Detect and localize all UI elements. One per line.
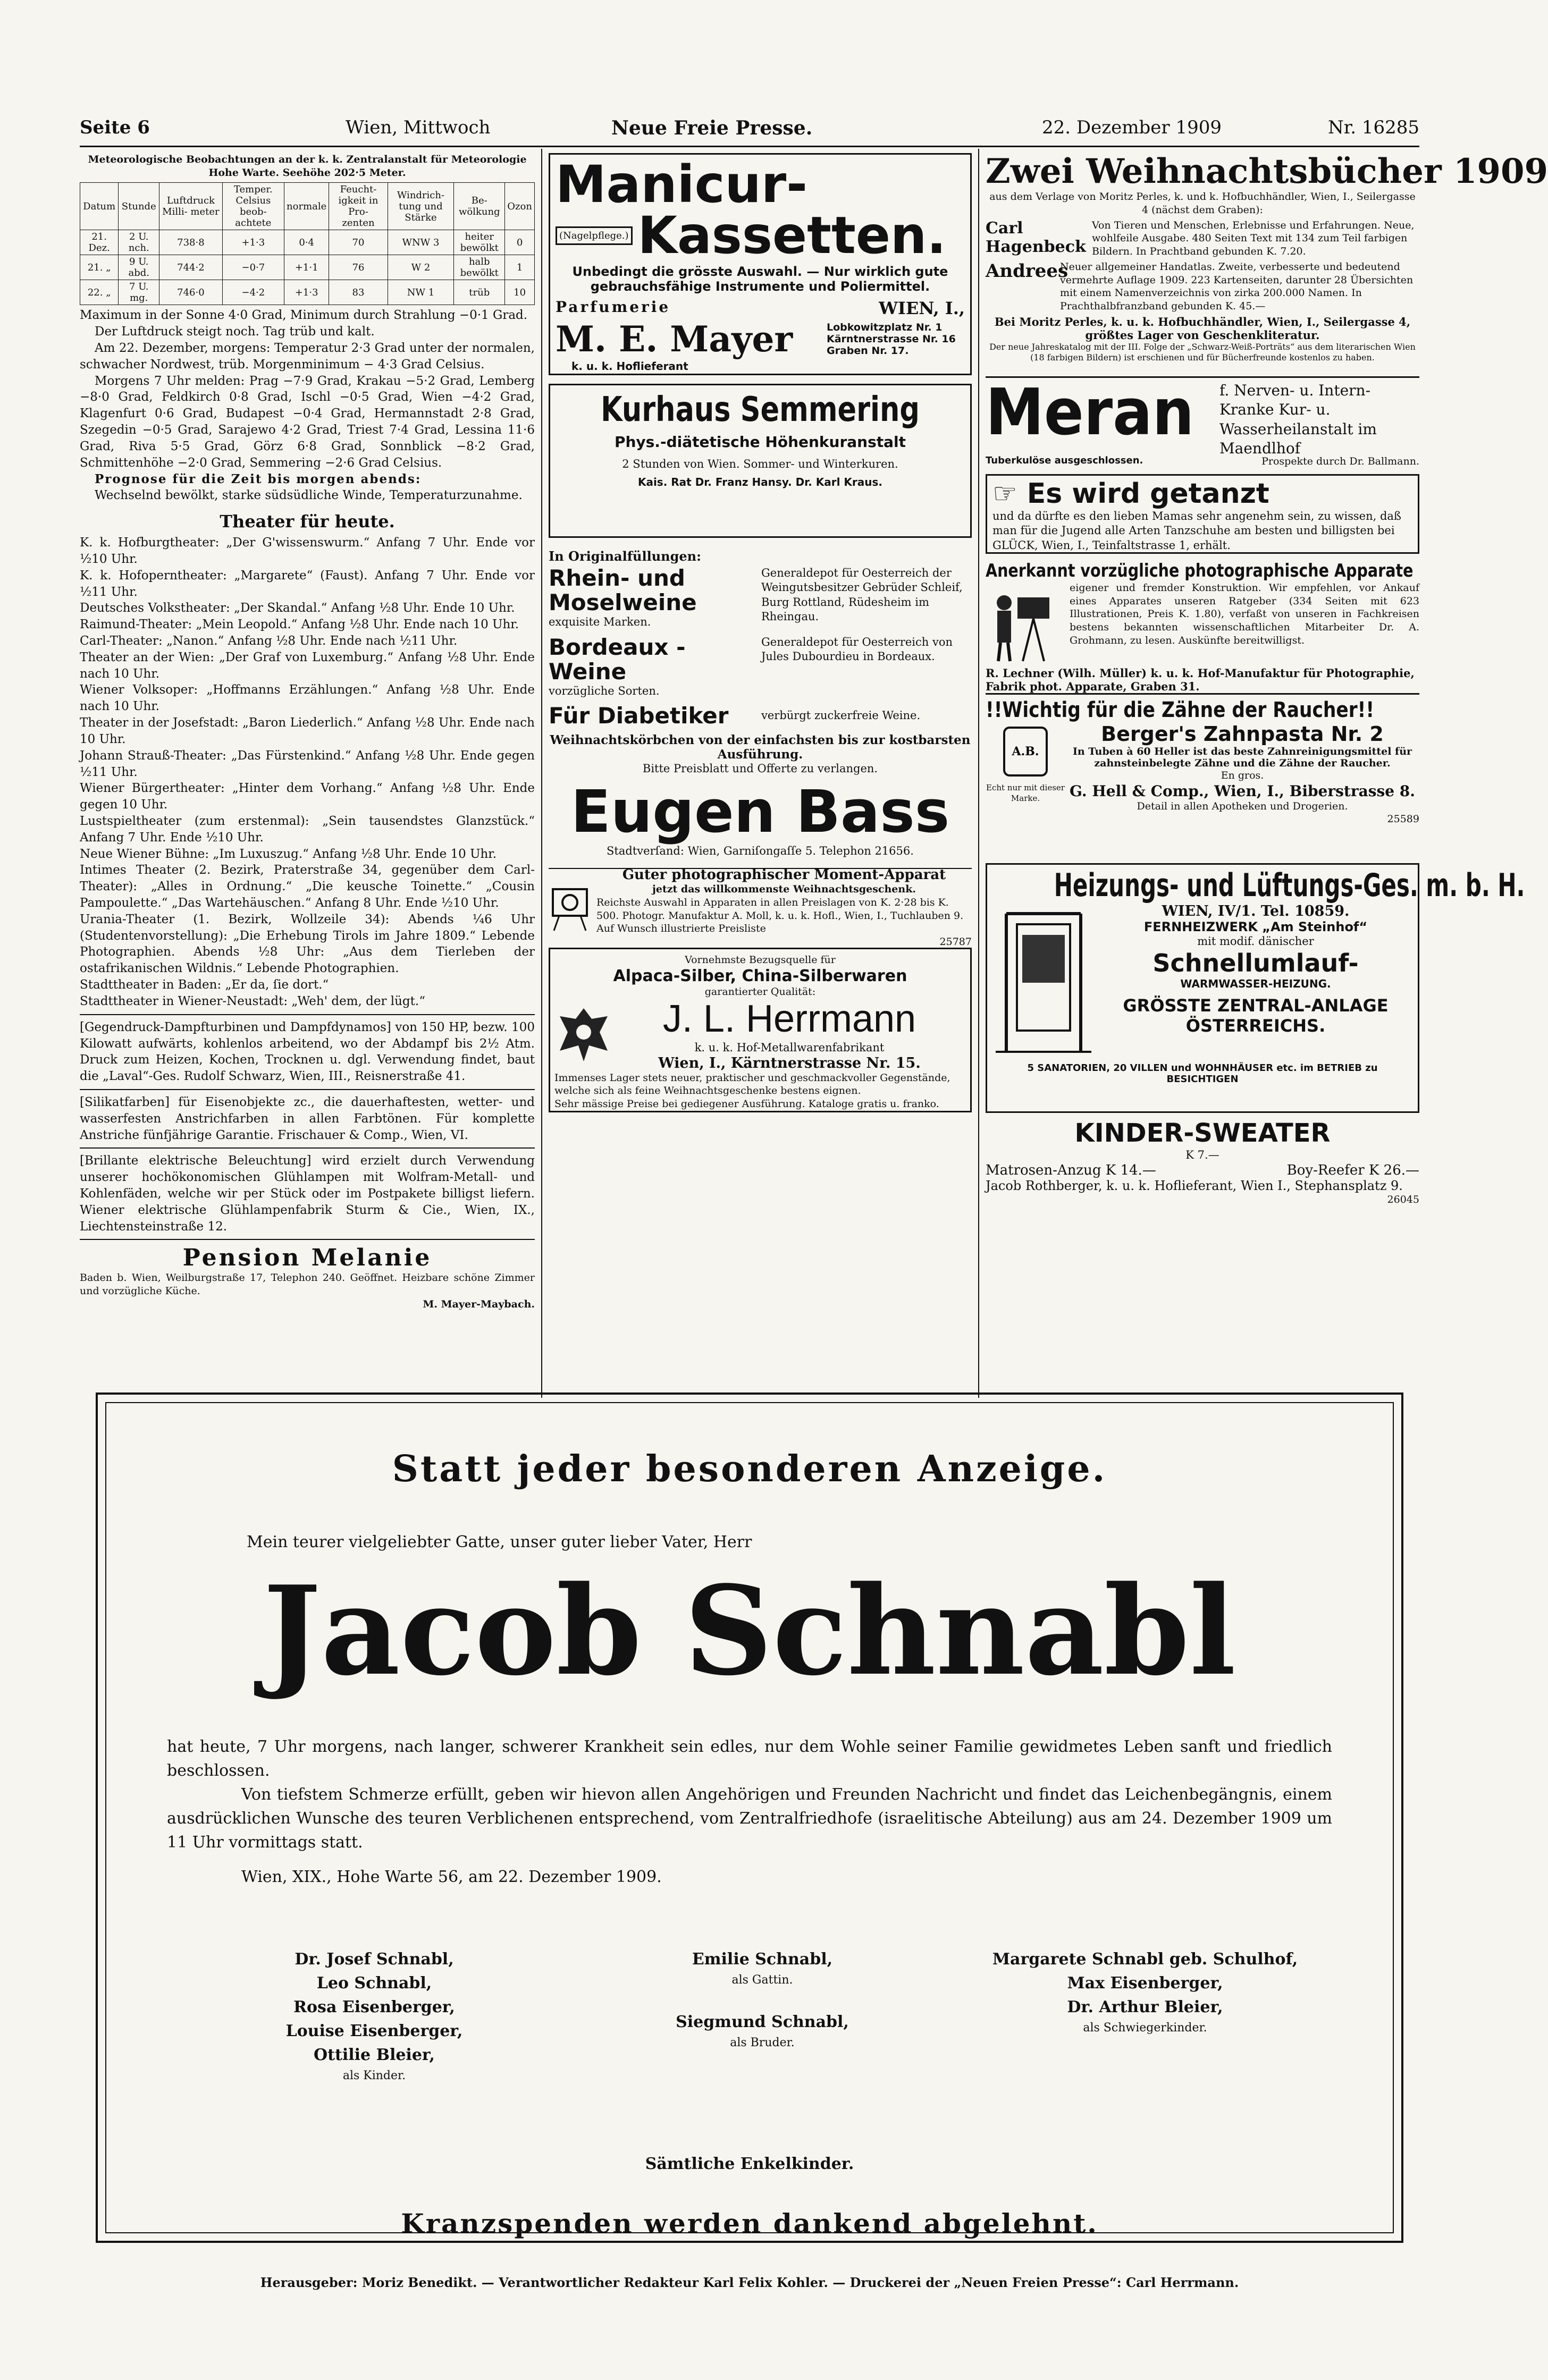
- manicur-address: Lobkowitzplatz Nr. 1 Kärntnerstrasse Nr. 16 Graben Nr. 17.: [827, 322, 956, 357]
- list-item: Deutsches Volkstheater: „Der Skandal.“ Anfang ½8 Uhr. Ende 10 Uhr.: [80, 601, 515, 615]
- middle-column: [549, 153, 972, 1370]
- bass-bitte: Bitte Preisblatt und Offerte zu verlangen.: [642, 762, 878, 775]
- weather-head: Ozon: [505, 183, 535, 230]
- obituary-text-1: hat heute, 7 Uhr morgens, nach langer, schwerer Krankheit sein edles, nur dem Wohle seiner Familie gewidmetes Leben sanft und friedlich beschlossen.: [167, 1737, 1332, 1780]
- lechner-title: Anerkannt vorzügliche photographische Apparate: [986, 560, 1414, 581]
- theater-list: [80, 535, 535, 1010]
- sweater-reefer: Boy-Reefer K 26.—: [1286, 1162, 1419, 1179]
- signatories-children: [215, 1947, 534, 2084]
- signatory-role: als Gattin.: [731, 1973, 793, 1987]
- getanzt-ad: [986, 474, 1419, 554]
- meran-tbc: Tuberkulöse ausgeschlossen.: [986, 455, 1143, 466]
- manicur-company: M. E. Mayer: [556, 318, 793, 360]
- signatory: Leo Schnabl,: [316, 1974, 432, 1993]
- signatory: Rosa Eisenberger,: [293, 1998, 455, 2016]
- issue-number: Nr. 16285: [1327, 117, 1419, 138]
- heizung-ad: [986, 863, 1525, 1113]
- semmering-subtitle: Phys.-diätetische Höhenkuranstalt: [614, 433, 906, 451]
- perles-title: Zwei Weihnachtsbücher 1909: [986, 151, 1548, 191]
- perles-hagenbeck-text: Von Tieren und Menschen, Erlebnisse und Erfahrungen. Neue, wohlfeile Ausgabe. 480 Seiten Text mit 134 zum Teil farbigen Bildern. In Prachtband gebunden K. 7.20.: [1092, 219, 1415, 258]
- list-item: Wiener Bürgertheater: „Hinter dem Vorhang.“ Anfang ½8 Uhr. Ende gegen 10 Uhr.: [80, 781, 535, 812]
- heizung-groesste: GRÖSSTE ZENTRAL-ANLAGE ÖSTERREICHS.: [1123, 995, 1389, 1036]
- weather-head: Feucht- igkeit in Pro- zenten: [329, 183, 388, 230]
- list-item: Carl-Theater: „Nanon.“ Anfang ½8 Uhr. Ende nach ½11 Uhr.: [80, 634, 458, 648]
- hand-mark-icon: [996, 722, 1055, 781]
- weather-head: Be- wölkung: [454, 183, 505, 230]
- perles-andrees: Andrees: [986, 260, 1069, 282]
- list-item: Lustspieltheater (zum erstenmal): „Sein tausendstes Glanzstück.“ Anfang 7 Uhr. Ende ½10 Uhr.: [80, 814, 535, 845]
- herrmann-preise: Sehr mässige Preise bei gediegener Ausführung. Kataloge gratis u. franko.: [554, 1098, 939, 1110]
- sweater-matrosen: Matrosen-Anzug K 14.—: [986, 1162, 1156, 1179]
- herrmann-fab: k. u. k. Hof-Metallwarenfabrikant: [694, 1041, 885, 1054]
- imprint: Herausgeber: Moriz Benedikt. — Verantwortlicher Redakteur Karl Felix Kohler. — Druckerei der „Neuen Freien Presse“: Carl Herrmann.: [260, 2275, 1239, 2290]
- perles-bei: Bei Moritz Perles, k. u. k. Hofbuchhändler, Wien, I., Seilergasse 4, größtes Lager von Geschenkliteratur.: [994, 315, 1411, 342]
- bass-bordeaux-text: Generaldepot für Oesterreich von Jules Dubourdieu in Bordeaux.: [761, 635, 953, 663]
- bass-bordeaux: Bordeaux - Weine: [549, 634, 686, 685]
- perles-note: Der neue Jahreskatalog mit der III. Folge der „Schwarz-Weiß-Porträts“ aus dem literarischen Wien (18 farbigen Bildern) ist erschienen und für Bücherfreunde kostenlos zu haben.: [989, 341, 1416, 363]
- signatory: Max Eisenberger,: [1067, 1974, 1223, 1993]
- berger-text: In Tuben à 60 Heller ist das beste Zahnreinigungsmittel für zahnsteinbelegte Zähne und die Zähne der Raucher.: [1072, 746, 1412, 769]
- signatory-role: als Kinder.: [342, 2069, 406, 2082]
- berger-engros: En gros.: [1221, 770, 1264, 781]
- signatories-spouse: [629, 1947, 895, 2052]
- weather-line: Prognose für die Zeit bis morgen abends:: [95, 471, 422, 486]
- signatory: Louise Eisenberger,: [285, 2022, 463, 2040]
- manicur-tag: (Nagelpflege.): [556, 226, 633, 245]
- semmering-doctors: Kais. Rat Dr. Franz Hansy. Dr. Karl Kraus.: [637, 475, 883, 488]
- header-date: 22. Dezember 1909: [1042, 117, 1222, 138]
- berger-ad: [986, 693, 1419, 863]
- herrmann-ad: [549, 948, 972, 1112]
- weather-head: Datum: [80, 183, 119, 230]
- herrmann-lager: Immenses Lager stets neuer, praktischer und geschmackvoller Gegenstände, welche sich als feine Weihnachtsgeschenke bestens eignen.: [554, 1071, 950, 1097]
- table-row: 21. „ 9 U. abd. 744·2 −0·7 +1·1 76 W 2 halb bewölkt 1: [80, 255, 535, 280]
- perles-hagenbeck: Carl Hagenbeck: [986, 218, 1086, 256]
- sweater-firm: Jacob Rothberger, k. u. k. Hoflieferant, Wien I., Stephansplatz 9.: [986, 1178, 1403, 1194]
- list-item: Theater an der Wien: „Der Graf von Luxemburg.“ Anfang ½8 Uhr. Ende nach 10 Uhr.: [80, 650, 535, 681]
- bass-bordeaux-sub: vorzügliche Sorten.: [549, 685, 660, 698]
- getanzt-text: und da dürfte es den lieben Mamas sehr angenehm sein, zu wissen, daß man für die Jugend alle Arten Tanzschuhe am besten und billigsten bei GLÜCK, Wien, I., Teinfaltstrasse 1, erhält.: [992, 510, 1401, 552]
- weather-head: normale: [284, 183, 329, 230]
- weather-head: Temper. Celsius beob- achtete: [222, 183, 284, 230]
- weather-line: Am 22. Dezember, morgens: Temperatur 2·3 Grad unter der normalen, schwacher Nordwest, trüb. Morgenminimum − 4·3 Grad Celsius.: [80, 341, 535, 372]
- manicur-ad: [549, 153, 972, 375]
- weather-line: Maximum in der Sonne 4·0 Grad, Minimum durch Strahlung −0·1 Grad.: [80, 308, 528, 323]
- perles-ad: [986, 151, 1548, 376]
- signatory-role: als Bruder.: [730, 2036, 795, 2049]
- foto-number: 25787: [939, 935, 972, 948]
- herrmann-company: J. L. Herrmann: [662, 998, 916, 1041]
- list-item: K. k. Hofoperntheater: „Margarete“ (Faust). Anfang 7 Uhr. Ende vor ½11 Uhr.: [80, 568, 535, 599]
- berger-number: 25589: [1387, 813, 1419, 825]
- berger-mark: Echt nur mit dieser Marke.: [986, 783, 1065, 803]
- header-place: Wien, Mittwoch: [346, 117, 491, 138]
- bass-address: Stadtverſand: Wien, Garniſongaſſe 5. Telephon 21656.: [607, 844, 914, 857]
- svg-text:A.B.: A.B.: [1012, 745, 1039, 758]
- semmering-title: Kurhaus Semmering: [601, 390, 920, 429]
- manicur-heading: Manicur-: [556, 155, 807, 214]
- theater-title: Theater für heute.: [220, 511, 395, 532]
- deceased-name: Jacob Schnabl: [263, 1559, 1236, 1703]
- right-column: [986, 151, 1548, 1370]
- herrmann-top: Vornehmste Bezugsquelle für: [685, 953, 836, 966]
- getanzt-title: Es wird getanzt: [1027, 478, 1269, 510]
- signatory-role: als Schwiegerkinder.: [1083, 2021, 1207, 2035]
- sweater-title: KINDER-SWEATER: [1074, 1118, 1331, 1148]
- lechner-footer: R. Lechner (Wilh. Müller) k. u. k. Hof-Manufaktur für Photographie, Fabrik phot. Apparate, Graben 31.: [986, 666, 1415, 693]
- heizung-sanatorien: 5 SANATORIEN, 20 VILLEN und WOHNHÄUSER etc. im BETRIEB zu BESICHTIGEN: [1027, 1062, 1378, 1085]
- page-number: Seite 6: [80, 117, 150, 138]
- meran-prospekt: Prospekte durch Dr. Ballmann.: [1261, 455, 1419, 467]
- heizung-address: WIEN, IV/1. Tel. 10859.: [1162, 903, 1350, 919]
- berger-name: Berger's Zahnpasta Nr. 2: [1101, 722, 1384, 746]
- weather-line: Der Luftdruck steigt noch. Tag trüb und kalt.: [95, 325, 375, 339]
- foto-text: Reichste Auswahl in Apparaten in allen Preislagen von K. 2·28 bis K. 500. Photogr. Manufaktur A. Moll, k. u. k. Hofl., Wien, I., Tuchlauben 9. Auf Wunsch illustrierte Preisliste: [596, 896, 964, 935]
- lechner-ad: [986, 560, 1419, 693]
- list-item: Intimes Theater (2. Bezirk, Praterstraße 34, gegenüber dem Carl-Theater): „Alles in Ordnung.“ „Die keusche Toinette.“ „Cousin Pampoulette.“ „Das Wartehäuschen.“ Anfang 8 Uhr. Ende ½10 Uhr.: [80, 863, 535, 910]
- page-header: [80, 117, 1419, 145]
- small-ad: [Brillante elektrische Beleuchtung] wird erzielt durch Verwendung unserer hochökonomischen Glühlampen mit Wolfram-Metall- und Kohlenfäden, welche wir per Stück oder im Postpakete billigst liefern. Wiener elektrische Glühlampenfabrik Sturm & Cie., Wien, IX., Liechtensteinstraße 12.: [80, 1154, 535, 1234]
- bass-rhein-sub: exquisite Marken.: [549, 615, 651, 629]
- table-row: 21. Dez. 2 U. nch. 738·8 +1·3 0·4 70 WNW 3 heiter bewölkt 0: [80, 230, 535, 255]
- signatory: Emilie Schnabl,: [692, 1950, 833, 1969]
- heizung-fernheizwerk: FERNHEIZWERK „Am Steinhof“: [1143, 919, 1368, 934]
- berger-title: !!Wichtig für die Zähne der Raucher!!: [986, 698, 1375, 722]
- semmering-ad: [549, 384, 972, 538]
- sweater-price: K 7.—: [1185, 1149, 1219, 1161]
- weather-title: Meteorologische Beobachtungen an der k. k. Zentralanstalt für Meteorologie Hohe Warte. Seehöhe 202·5 Meter.: [88, 154, 527, 179]
- perles-andrees-text: Neuer allgemeiner Handatlas. Zweite, verbesserte und bedeutend vermehrte Auflage 1909. 223 Kartenseiten, darunter 28 Übersichten mit einem Namenverzeichnis von zirka 200.000 Namen. In Prachthalbfranzband gebunden K. 45.—: [1060, 260, 1414, 312]
- list-item: K. k. Hofburgtheater: „Der G'wissenswurm.“ Anfang 7 Uhr. Ende vor ½10 Uhr.: [80, 536, 535, 566]
- obituary-intro: Mein teurer vielgeliebter Gatte, unser guter lieber Vater, Herr: [247, 1533, 752, 1551]
- list-item: Urania-Theater (1. Bezirk, Wollzeile 34): Abends ¼6 Uhr (Studentenvorstellung): „Die Erhebung Tirols im Jahre 1809.“ Lebende Photographien. Abends ½8 Uhr: „Aus dem Tierleben der ostafrikanischen Wildnis.“ Lebende Photographien.: [80, 912, 535, 976]
- bass-diabetiker-text: verbürgt zuckerfreie Weine.: [761, 709, 921, 722]
- bass-ad: [549, 548, 972, 858]
- sweater-ad: [986, 1118, 1419, 1206]
- table-row: 22. „ 7 U. mg. 746·0 −4·2 +1·3 83 NW 1 trüb 10: [80, 280, 535, 305]
- weather-table: [80, 182, 535, 305]
- heizung-mit: mit modif. dänischer: [1197, 935, 1314, 948]
- weather-text: [80, 307, 535, 504]
- signatory: Margarete Schnabl geb. Schulhof,: [992, 1950, 1298, 1969]
- list-item: Stadttheater in Baden: „Er da, ſie dort.“: [80, 978, 329, 992]
- bass-rhein: Rhein- und Moselweine: [549, 565, 697, 616]
- meran-text: f. Nerven- u. Intern-Kranke Kur- u. Wasserheilanstalt im Maendlhof: [1219, 382, 1377, 458]
- manicur-subtitle: Unbedingt die grösste Auswahl. — Nur wirklich gute gebrauchsfähige Instrumente und Poliermittel.: [572, 264, 948, 294]
- manicur-heading-2: Kassetten.: [637, 206, 946, 265]
- meran-title: Meran: [986, 376, 1194, 450]
- list-item: Neue Wiener Bühne: „Im Luxuszug.“ Anfang ½8 Uhr. Ende 10 Uhr.: [80, 847, 497, 861]
- obituary-heading: Statt jeder besonderen Anzeige.: [392, 1448, 1107, 1490]
- heizung-title: Heizungs- und Lüftungs-Ges. m. b. H.: [1054, 867, 1525, 904]
- eagle-crest-icon: [554, 1003, 613, 1067]
- bass-korb: Weihnachtskörbchen von der einfachsten bis zur kostbarsten Ausführung.: [550, 733, 971, 762]
- weather-head: Luftdruck Milli- meter: [159, 183, 223, 230]
- list-item: Theater in der Josefstadt: „Baron Liederlich.“ Anfang ½8 Uhr. Ende nach 10 Uhr.: [80, 716, 535, 746]
- hand-icon: ☞: [992, 478, 1027, 510]
- list-item: Stadttheater in Wiener-Neustadt: „Weh' dem, der lügt.“: [80, 994, 425, 1008]
- obituary-grandchildren: Sämtliche Enkelkinder.: [645, 2155, 854, 2173]
- obituary-place: Wien, XIX., Hohe Warte 56, am 22. Dezember 1909.: [241, 1868, 662, 1886]
- manicur-parfumerie: Parfumerie: [556, 298, 671, 316]
- boiler-icon: [990, 903, 1097, 1062]
- signatory: Siegmund Schnabl,: [676, 2013, 849, 2031]
- manicur-hof: k. u. k. Hoflieferant: [571, 360, 688, 373]
- bass-company: Eugen Bass: [570, 777, 950, 846]
- herrmann-goods: Alpaca-Silber, China-Silberwaren: [613, 966, 907, 985]
- pension-owner: M. Mayer-Maybach.: [423, 1298, 535, 1310]
- berger-detail: Detail in allen Apotheken und Drogerien.: [1137, 800, 1348, 812]
- left-column: [80, 153, 535, 1370]
- signatory: Dr. Josef Schnabl,: [295, 1950, 454, 1969]
- obituary: [96, 1392, 1403, 2243]
- weather-head: Windrich- tung und Stärke: [388, 183, 454, 230]
- foto-ad: [549, 867, 972, 948]
- weather-line: Wechselnd bewölkt, starke südsüdliche Winde, Temperaturzunahme.: [95, 488, 523, 503]
- weather-head: Stunde: [119, 183, 159, 230]
- pension-title: Pension Melanie: [182, 1244, 432, 1272]
- list-item: Wiener Volksoper: „Hoffmanns Erzählungen.“ Anfang ½8 Uhr. Ende nach 10 Uhr.: [80, 683, 535, 714]
- photographer-icon: [986, 581, 1065, 666]
- semmering-line: 2 Stunden von Wien. Sommer- und Winterkuren.: [622, 457, 898, 470]
- heizung-schnellumlauf: Schnellumlauf-: [1152, 949, 1359, 978]
- obituary-text-2: Von tiefstem Schmerze erfüllt, geben wir hievon allen Angehörigen und Freunden Nachricht und findet das Leichenbegängnis, einem ausdrücklichen Wunsche des teuren Verblichenen entsprechend, vom Zentralfriedhofe (israelitische Abteilung) aus am 24. Dezember 1909 um 11 Uhr vormittags statt.: [167, 1785, 1332, 1852]
- bass-rhein-text: Generaldepot für Oesterreich der Weingutsbesitzer Gebrüder Schleif, Burg Rottland, Rüdesheim im Rheingau.: [761, 567, 963, 623]
- foto-subtitle: jetzt das willkommenste Weihnachtsgeschenk.: [652, 883, 916, 896]
- sweater-number: 26045: [1387, 1194, 1419, 1206]
- obituary-kranzspenden: Kranzspenden werden dankend abgelehnt.: [401, 2208, 1098, 2239]
- list-item: Raimund-Theater: „Mein Leopold.“ Anfang ½8 Uhr. Ende nach 10 Uhr.: [80, 618, 519, 632]
- obituary-text: [167, 1735, 1332, 1889]
- herrmann-quality: garantierter Qualität:: [704, 985, 816, 998]
- lechner-text: eigener und fremder Konstruktion. Wir empfehlen, vor Ankauf eines Apparates unseren Ratgeber (334 Seiten mit 623 Illustrationen, Preis K. 1.80), verfaßt von unseren in Fachkreisen bestens bekannten wissenschaftlichen Mitarbeiter Dr. A. Grohmann, zu lesen. Auskünfte bereitwilligst.: [1070, 582, 1419, 646]
- signatories-inlaws: [959, 1947, 1331, 2037]
- bass-diabetiker: Für Diabetiker: [549, 703, 729, 729]
- berger-firm: G. Hell & Comp., Wien, I., Biberstrasse 8.: [1069, 782, 1416, 800]
- getanzt-title-row: [992, 479, 1412, 509]
- small-ad: [Gegendruck-Dampfturbinen und Dampfdynamos] von 150 HP, bezw. 100 Kilowatt aufwärts, kohlenlos arbeitend, wo der Abdampf bis 2½ Atm. Druck zum Heizen, Kochen, Trocknen u. dgl. Verwendung findet, baut die „Laval“-Ges. Rudolf Schwarz, Wien, III., Reisnerstraße 41.: [80, 1020, 535, 1084]
- list-item: Johann Strauß-Theater: „Das Fürstenkind.“ Anfang ½8 Uhr. Ende gegen ½11 Uhr.: [80, 748, 535, 779]
- signatory: Ottilie Bleier,: [314, 2046, 435, 2064]
- manicur-city: WIEN, I.,: [878, 298, 965, 318]
- masthead: Neue Freie Presse.: [611, 117, 813, 139]
- foto-title: Guter photographischer Moment-Apparat: [622, 867, 946, 883]
- heizung-warmwasser: WARMWASSER-HEIZUNG.: [1180, 977, 1331, 991]
- herrmann-address: Wien, I., Kärntnerstrasse Nr. 15.: [658, 1054, 921, 1071]
- pension-text: Baden b. Wien, Weilburgstraße 17, Telephon 240. Geöffnet. Heizbare schöne Zimmer und vorzügliche Küche.: [80, 1272, 535, 1297]
- perles-publisher: aus dem Verlage von Moritz Perles, k. und k. Hofbuchhändler, Wien, I., Seilergasse 4 (nächst dem Graben):: [989, 191, 1416, 216]
- bass-intro: In Originalfüllungen:: [549, 548, 701, 564]
- meran-ad: [986, 376, 1419, 458]
- weather-line: Morgens 7 Uhr melden: Prag −7·9 Grad, Krakau −5·2 Grad, Lemberg −8·0 Grad, Feldkirch 0·8 Grad, Ischl −0·5 Grad, Wien −4·2 Grad, Klagenfurt 0·6 Grad, Budapest −0·4 Grad, Hermannstadt 2·8 Grad, Szegedin −0·5 Grad, Sarajewo 4·2 Grad, Triest 7·4 Grad, Lessina 11·6 Grad, Riva 5·5 Grad, Görz 6·8 Grad, Sonnblick −8·2 Grad, Schmittenhöhe −2·0 Grad, Semmering −2·6 Grad Celsius.: [80, 374, 535, 470]
- small-ad: [Silikatfarben] für Eisenobjekte zc., die dauerhaftesten, wetter- und wasserfesten Anstrichfarben in allen Farbtönen. Für komplette Anstriche fünfjährige Garantie. Frischauer & Comp., Wien, VI.: [80, 1095, 535, 1142]
- camera-icon: [549, 884, 591, 932]
- signatory: Dr. Arthur Bleier,: [1067, 1998, 1223, 2016]
- newspaper-page: [80, 117, 1548, 2344]
